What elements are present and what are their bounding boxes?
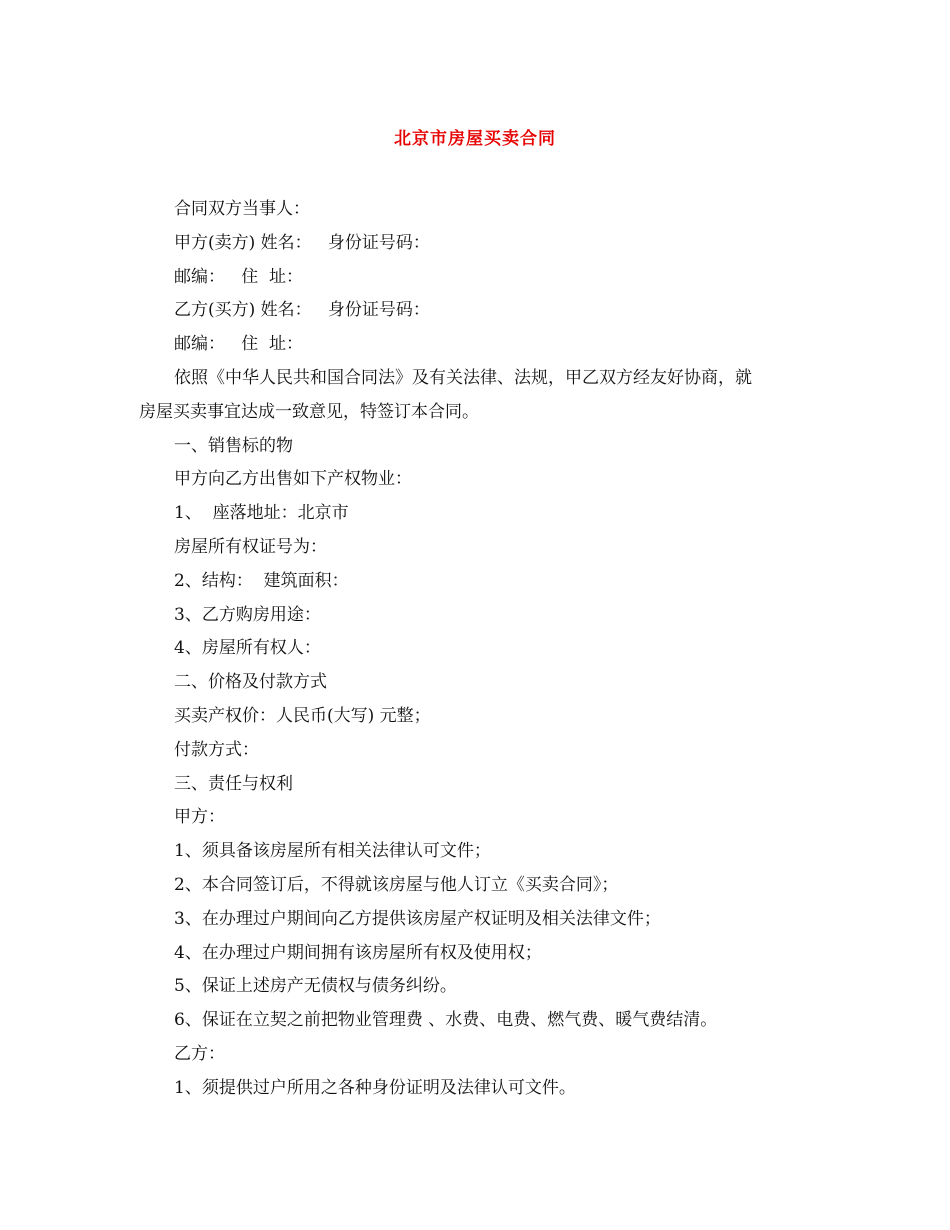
party-label: 乙方： xyxy=(174,1043,225,1064)
list-item: 2、结构： 建筑面积： xyxy=(174,570,349,591)
paragraph-line: 甲方(卖方) 姓名： 身份证号码： xyxy=(174,232,430,253)
document-title: 北京市房屋买卖合同 xyxy=(394,129,556,149)
party-label: 甲方： xyxy=(174,807,225,828)
paragraph-line: 甲方向乙方出售如下产权物业： xyxy=(174,469,412,490)
section-heading: 二、价格及付款方式 xyxy=(174,672,327,693)
list-item: 6、保证在立契之前把物业管理费 、水费、电费、燃气费、暖气费结清。 xyxy=(174,1010,718,1031)
paragraph-line: 买卖产权价：人民币(大写) 元整； xyxy=(174,705,431,726)
paragraph-line: 乙方(买方) 姓名： 身份证号码： xyxy=(174,300,430,321)
list-item: 2、本合同签订后，不得就该房屋与他人订立《买卖合同》； xyxy=(174,874,619,895)
list-item: 4、在办理过户期间拥有该房屋所有权及使用权； xyxy=(174,942,542,963)
list-item: 3、乙方购房用途： xyxy=(174,604,321,625)
paragraph-line: 邮编： 住 址： xyxy=(174,334,304,355)
section-heading: 三、责任与权利 xyxy=(174,773,293,794)
list-item: 1、须提供过户所用之各种身份证明及法律认可文件。 xyxy=(174,1077,576,1098)
paragraph-line: 依照《中华人民共和国合同法》及有关法律、法规，甲乙双方经友好协商，就 xyxy=(174,367,752,388)
paragraph-line: 房屋买卖事宜达成一致意见，特签订本合同。 xyxy=(139,401,479,422)
list-item: 1、 座落地址：北京市 xyxy=(174,503,349,524)
paragraph-line: 付款方式： xyxy=(174,739,259,760)
list-item: 3、在办理过户期间向乙方提供该房屋产权证明及相关法律文件； xyxy=(174,908,661,929)
section-heading: 一、销售标的物 xyxy=(174,435,293,456)
paragraph-line: 合同双方当事人： xyxy=(174,199,310,219)
document-body xyxy=(139,193,829,1106)
paragraph-line: 邮编： 住 址： xyxy=(174,266,304,287)
list-item: 4、房屋所有权人： xyxy=(174,638,321,659)
paragraph-line: 房屋所有权证号为： xyxy=(174,536,327,557)
list-item: 1、须具备该房屋所有相关法律认可文件； xyxy=(174,841,491,862)
list-item: 5、保证上述房产无债权与债务纠纷。 xyxy=(174,976,457,997)
